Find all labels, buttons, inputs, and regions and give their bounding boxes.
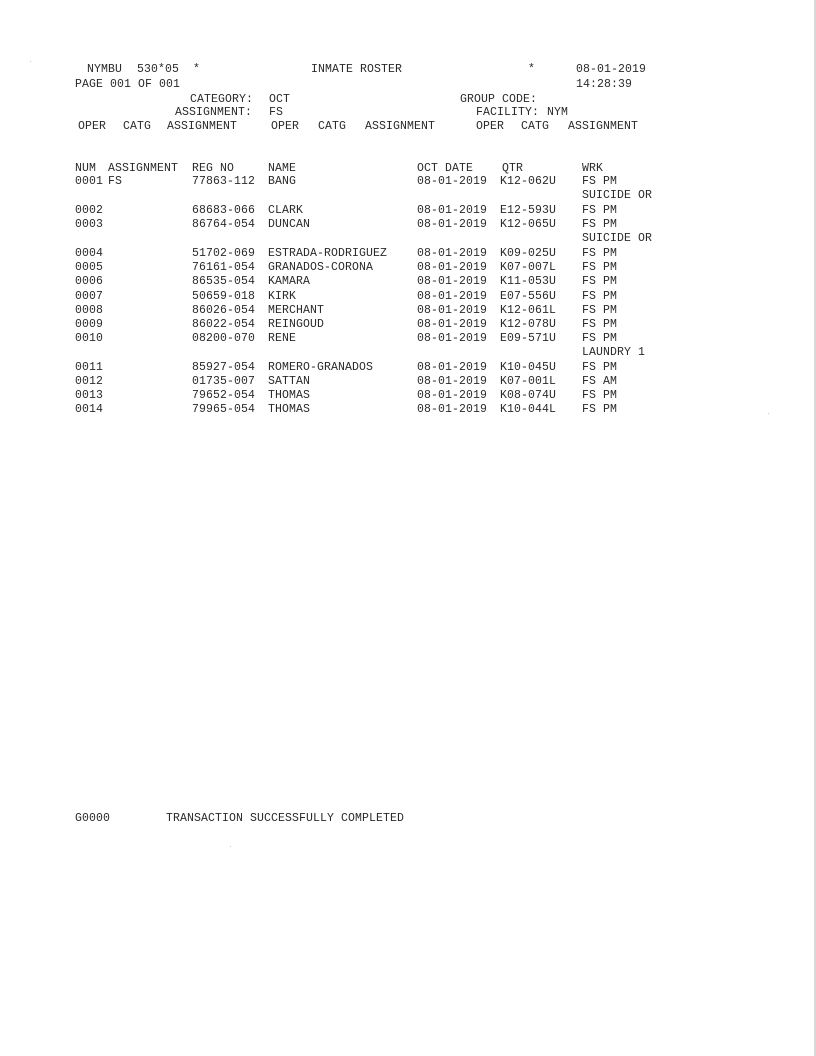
row-wrk: FS PM [582,332,618,345]
row-reg-no: 86764-054 [192,218,256,231]
system-code: NYMBU [87,63,123,76]
row-name: CLARK [268,204,304,217]
row-num: 0007 [75,290,104,303]
row-oct-date: 08-01-2019 [417,204,488,217]
row-wrk: FS PM [582,361,618,374]
row-wrk: FS PM [582,247,618,260]
col-name: NAME [268,162,297,175]
col-reg-no: REG NO [192,162,235,175]
row-oct-date: 08-01-2019 [417,375,488,388]
assignment-value: FS [269,106,284,119]
criteria-assignment-1: ASSIGNMENT [167,120,238,133]
row-oct-date: 08-01-2019 [417,304,488,317]
row-reg-no: 50659-018 [192,290,256,303]
row-name: ROMERO-GRANADOS [268,361,374,374]
scan-speck [230,846,231,847]
facility-value: NYM [547,106,569,119]
row-wrk: FS PM [582,261,618,274]
row-name: THOMAS [268,389,311,402]
row-wrk: FS PM [582,318,618,331]
row-name: REINGOUD [268,318,325,331]
row-wrk: FS PM [582,175,618,188]
page-indicator: PAGE 001 OF 001 [75,78,181,91]
row-qtr: K08-074U [500,389,557,402]
row-name: SATTAN [268,375,311,388]
row-wrk: FS PM [582,290,618,303]
group-code-label: GROUP CODE: [460,93,538,106]
header-star-left: * [193,63,201,76]
row-reg-no: 86022-054 [192,318,256,331]
row-name: MERCHANT [268,304,325,317]
row-oct-date: 08-01-2019 [417,389,488,402]
col-wrk: WRK [582,162,604,175]
row-wrk: FS PM [582,275,618,288]
row-name: ESTRADA-RODRIGUEZ [268,247,388,260]
category-value: OCT [269,93,291,106]
header-star-right: * [528,63,536,76]
row-num: 0006 [75,275,104,288]
row-wrk: FS PM [582,304,618,317]
row-qtr: K12-061L [500,304,557,317]
row-oct-date: 08-01-2019 [417,218,488,231]
row-name: BANG [268,175,297,188]
row-qtr: K07-001L [500,375,557,388]
row-num: 0001 [75,175,104,188]
row-qtr: K09-025U [500,247,557,260]
row-reg-no: 77863-112 [192,175,256,188]
row-wrk: FS PM [582,218,618,231]
row-name: DUNCAN [268,218,311,231]
row-oct-date: 08-01-2019 [417,247,488,260]
row-qtr: K12-065U [500,218,557,231]
status-code: G0000 [75,812,111,825]
status-message: TRANSACTION SUCCESSFULLY COMPLETED [166,812,405,825]
row-num: 0010 [75,332,104,345]
row-qtr: E07-556U [500,290,557,303]
row-oct-date: 08-01-2019 [417,318,488,331]
screen-code: 530*05 [137,63,180,76]
row-qtr: K12-078U [500,318,557,331]
row-name: GRANADOS-CORONA [268,261,374,274]
row-num: 0005 [75,261,104,274]
row-wrk: FS PM [582,403,618,416]
row-num: 0009 [75,318,104,331]
row-oct-date: 08-01-2019 [417,361,488,374]
row-num: 0008 [75,304,104,317]
criteria-catg-2: CATG [318,120,347,133]
col-oct-date: OCT DATE [417,162,474,175]
row-oct-date: 08-01-2019 [417,332,488,345]
criteria-catg-3: CATG [521,120,550,133]
criteria-catg-1: CATG [123,120,152,133]
row-num: 0004 [75,247,104,260]
assignment-label: ASSIGNMENT: [175,106,253,119]
row-wrk-detail: SUICIDE OR [582,232,653,245]
row-qtr: K12-062U [500,175,557,188]
row-num: 0003 [75,218,104,231]
row-reg-no: 68683-066 [192,204,256,217]
criteria-oper-2: OPER [271,120,300,133]
criteria-oper-1: OPER [78,120,107,133]
row-name: KIRK [268,290,297,303]
row-wrk: FS PM [582,389,618,402]
col-num: NUM [75,162,97,175]
row-num: 0012 [75,375,104,388]
row-wrk: FS AM [582,375,618,388]
report-title: INMATE ROSTER [311,63,403,76]
row-oct-date: 08-01-2019 [417,403,488,416]
report-time: 14:28:39 [576,78,633,91]
criteria-oper-3: OPER [476,120,505,133]
row-assignment: FS [108,175,123,188]
scan-speck [768,413,769,414]
row-num: 0011 [75,361,104,374]
row-qtr: E12-593U [500,204,557,217]
row-wrk-detail: SUICIDE OR [582,189,653,202]
row-num: 0013 [75,389,104,402]
report-date: 08-01-2019 [576,63,647,76]
row-wrk: FS PM [582,204,618,217]
category-label: CATEGORY: [190,93,254,106]
row-name: RENE [268,332,297,345]
row-oct-date: 08-01-2019 [417,290,488,303]
facility-label: FACILITY: [476,106,540,119]
scan-speck [30,61,31,62]
row-qtr: K07-007L [500,261,557,274]
row-qtr: K10-045U [500,361,557,374]
col-assignment: ASSIGNMENT [108,162,179,175]
criteria-assignment-2: ASSIGNMENT [365,120,436,133]
row-reg-no: 76161-054 [192,261,256,274]
row-reg-no: 08200-070 [192,332,256,345]
row-num: 0002 [75,204,104,217]
row-reg-no: 85927-054 [192,361,256,374]
row-reg-no: 86026-054 [192,304,256,317]
row-reg-no: 51702-069 [192,247,256,260]
row-reg-no: 01735-007 [192,375,256,388]
row-reg-no: 86535-054 [192,275,256,288]
row-oct-date: 08-01-2019 [417,275,488,288]
col-qtr: QTR [502,162,524,175]
row-reg-no: 79965-054 [192,403,256,416]
row-qtr: E09-571U [500,332,557,345]
row-oct-date: 08-01-2019 [417,175,488,188]
row-num: 0014 [75,403,104,416]
row-name: KAMARA [268,275,311,288]
criteria-assignment-3: ASSIGNMENT [568,120,639,133]
row-wrk-detail: LAUNDRY 1 [582,346,646,359]
row-name: THOMAS [268,403,311,416]
row-oct-date: 08-01-2019 [417,261,488,274]
row-qtr: K11-053U [500,275,557,288]
row-reg-no: 79652-054 [192,389,256,402]
row-qtr: K10-044L [500,403,557,416]
